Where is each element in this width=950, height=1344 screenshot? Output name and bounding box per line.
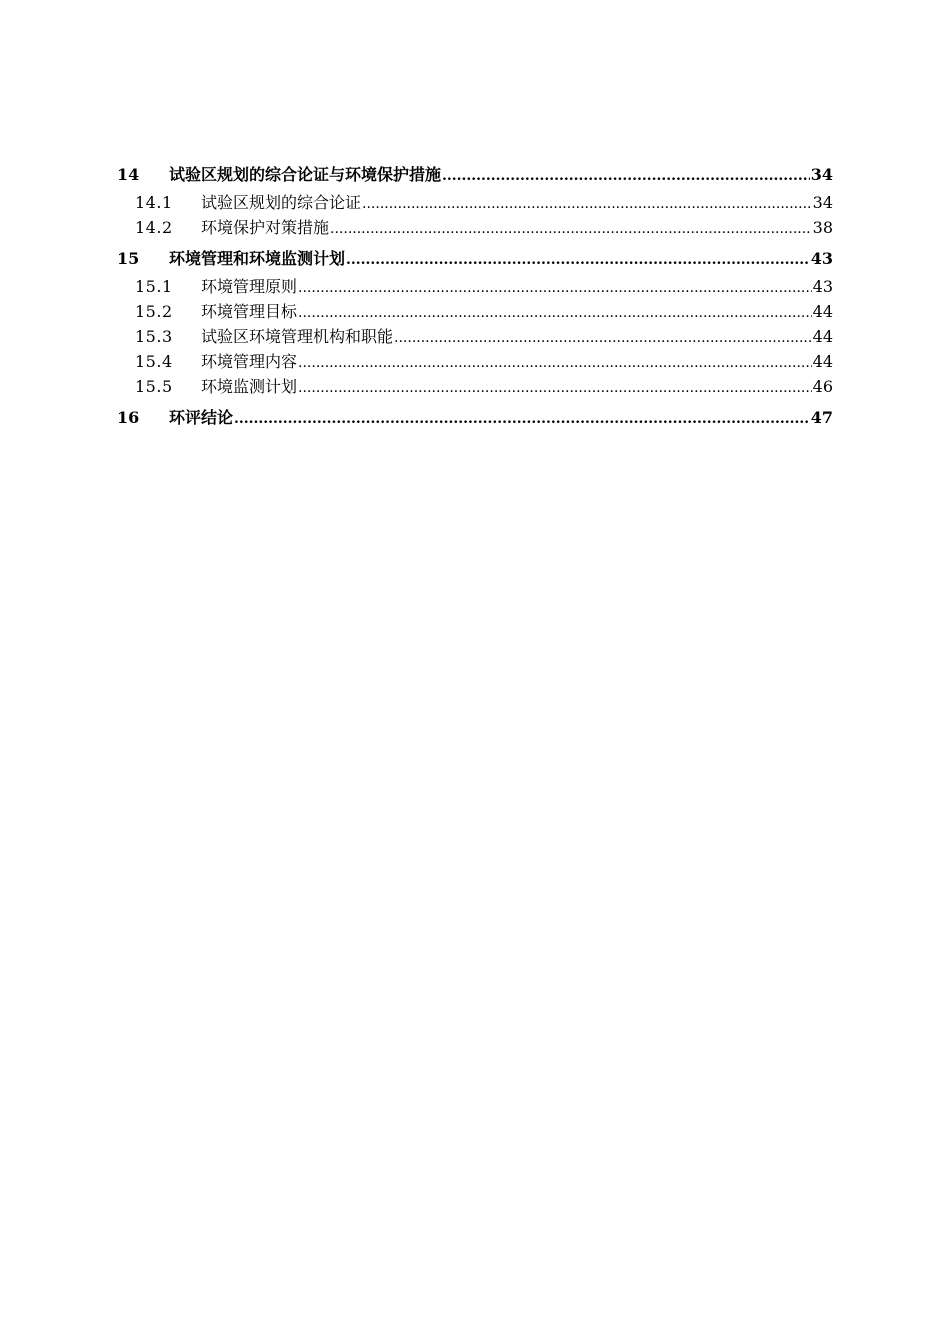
toc-entry-number: 15.1	[135, 277, 173, 296]
toc-entry-title: 试验区规划的综合论证与环境保护措施	[169, 165, 442, 184]
toc-entry-15[interactable]	[117, 244, 833, 274]
toc-entry-page: 43	[812, 277, 833, 296]
toc-dot-leader	[298, 374, 812, 401]
toc-entry-title: 环境监测计划	[201, 377, 298, 396]
toc-entry-page: 38	[812, 218, 833, 237]
toc-entry-title: 环境管理目标	[201, 302, 298, 321]
toc-entry-number: 14	[117, 165, 140, 184]
toc-entry-page: 43	[810, 249, 833, 268]
toc-entry-15-3[interactable]	[117, 324, 833, 349]
toc-entry-page: 44	[812, 302, 833, 321]
toc-dot-leader	[234, 403, 810, 434]
toc-dot-leader	[298, 299, 812, 326]
toc-entry-title: 试验区规划的综合论证	[201, 193, 362, 212]
toc-entry-title: 试验区环境管理机构和职能	[201, 327, 394, 346]
toc-entry-number: 15.2	[135, 302, 173, 321]
toc-entry-15-2[interactable]	[117, 299, 833, 324]
table-of-contents	[117, 160, 833, 433]
toc-entry-number: 14.2	[135, 218, 173, 237]
toc-entry-title: 环评结论	[169, 408, 234, 427]
toc-entry-14[interactable]	[117, 160, 833, 190]
toc-entry-14-1[interactable]	[117, 190, 833, 215]
toc-entry-page: 44	[812, 327, 833, 346]
toc-entry-number: 15	[117, 249, 140, 268]
toc-entry-number: 15.4	[135, 352, 173, 371]
toc-entry-number: 15.3	[135, 327, 173, 346]
toc-dot-leader	[442, 160, 810, 191]
toc-entry-15-5[interactable]	[117, 374, 833, 399]
toc-entry-page: 44	[812, 352, 833, 371]
toc-entry-page: 34	[812, 193, 833, 212]
toc-dot-leader	[362, 190, 812, 217]
toc-entry-page: 34	[810, 165, 833, 184]
toc-entry-number: 15.5	[135, 377, 173, 396]
toc-entry-title: 环境保护对策措施	[201, 218, 330, 237]
toc-entry-title: 环境管理内容	[201, 352, 298, 371]
toc-entry-page: 46	[812, 377, 833, 396]
toc-entry-16[interactable]	[117, 403, 833, 433]
toc-entry-15-1[interactable]	[117, 274, 833, 299]
toc-dot-leader	[394, 324, 812, 351]
toc-dot-leader	[298, 274, 812, 301]
toc-entry-15-4[interactable]	[117, 349, 833, 374]
toc-dot-leader	[330, 215, 812, 242]
toc-dot-leader	[346, 244, 810, 275]
toc-entry-title: 环境管理和环境监测计划	[169, 249, 346, 268]
toc-entry-page: 47	[810, 408, 833, 427]
toc-entry-14-2[interactable]	[117, 215, 833, 240]
toc-entry-number: 14.1	[135, 193, 173, 212]
toc-dot-leader	[298, 349, 812, 376]
toc-entry-title: 环境管理原则	[201, 277, 298, 296]
toc-entry-number: 16	[117, 408, 140, 427]
